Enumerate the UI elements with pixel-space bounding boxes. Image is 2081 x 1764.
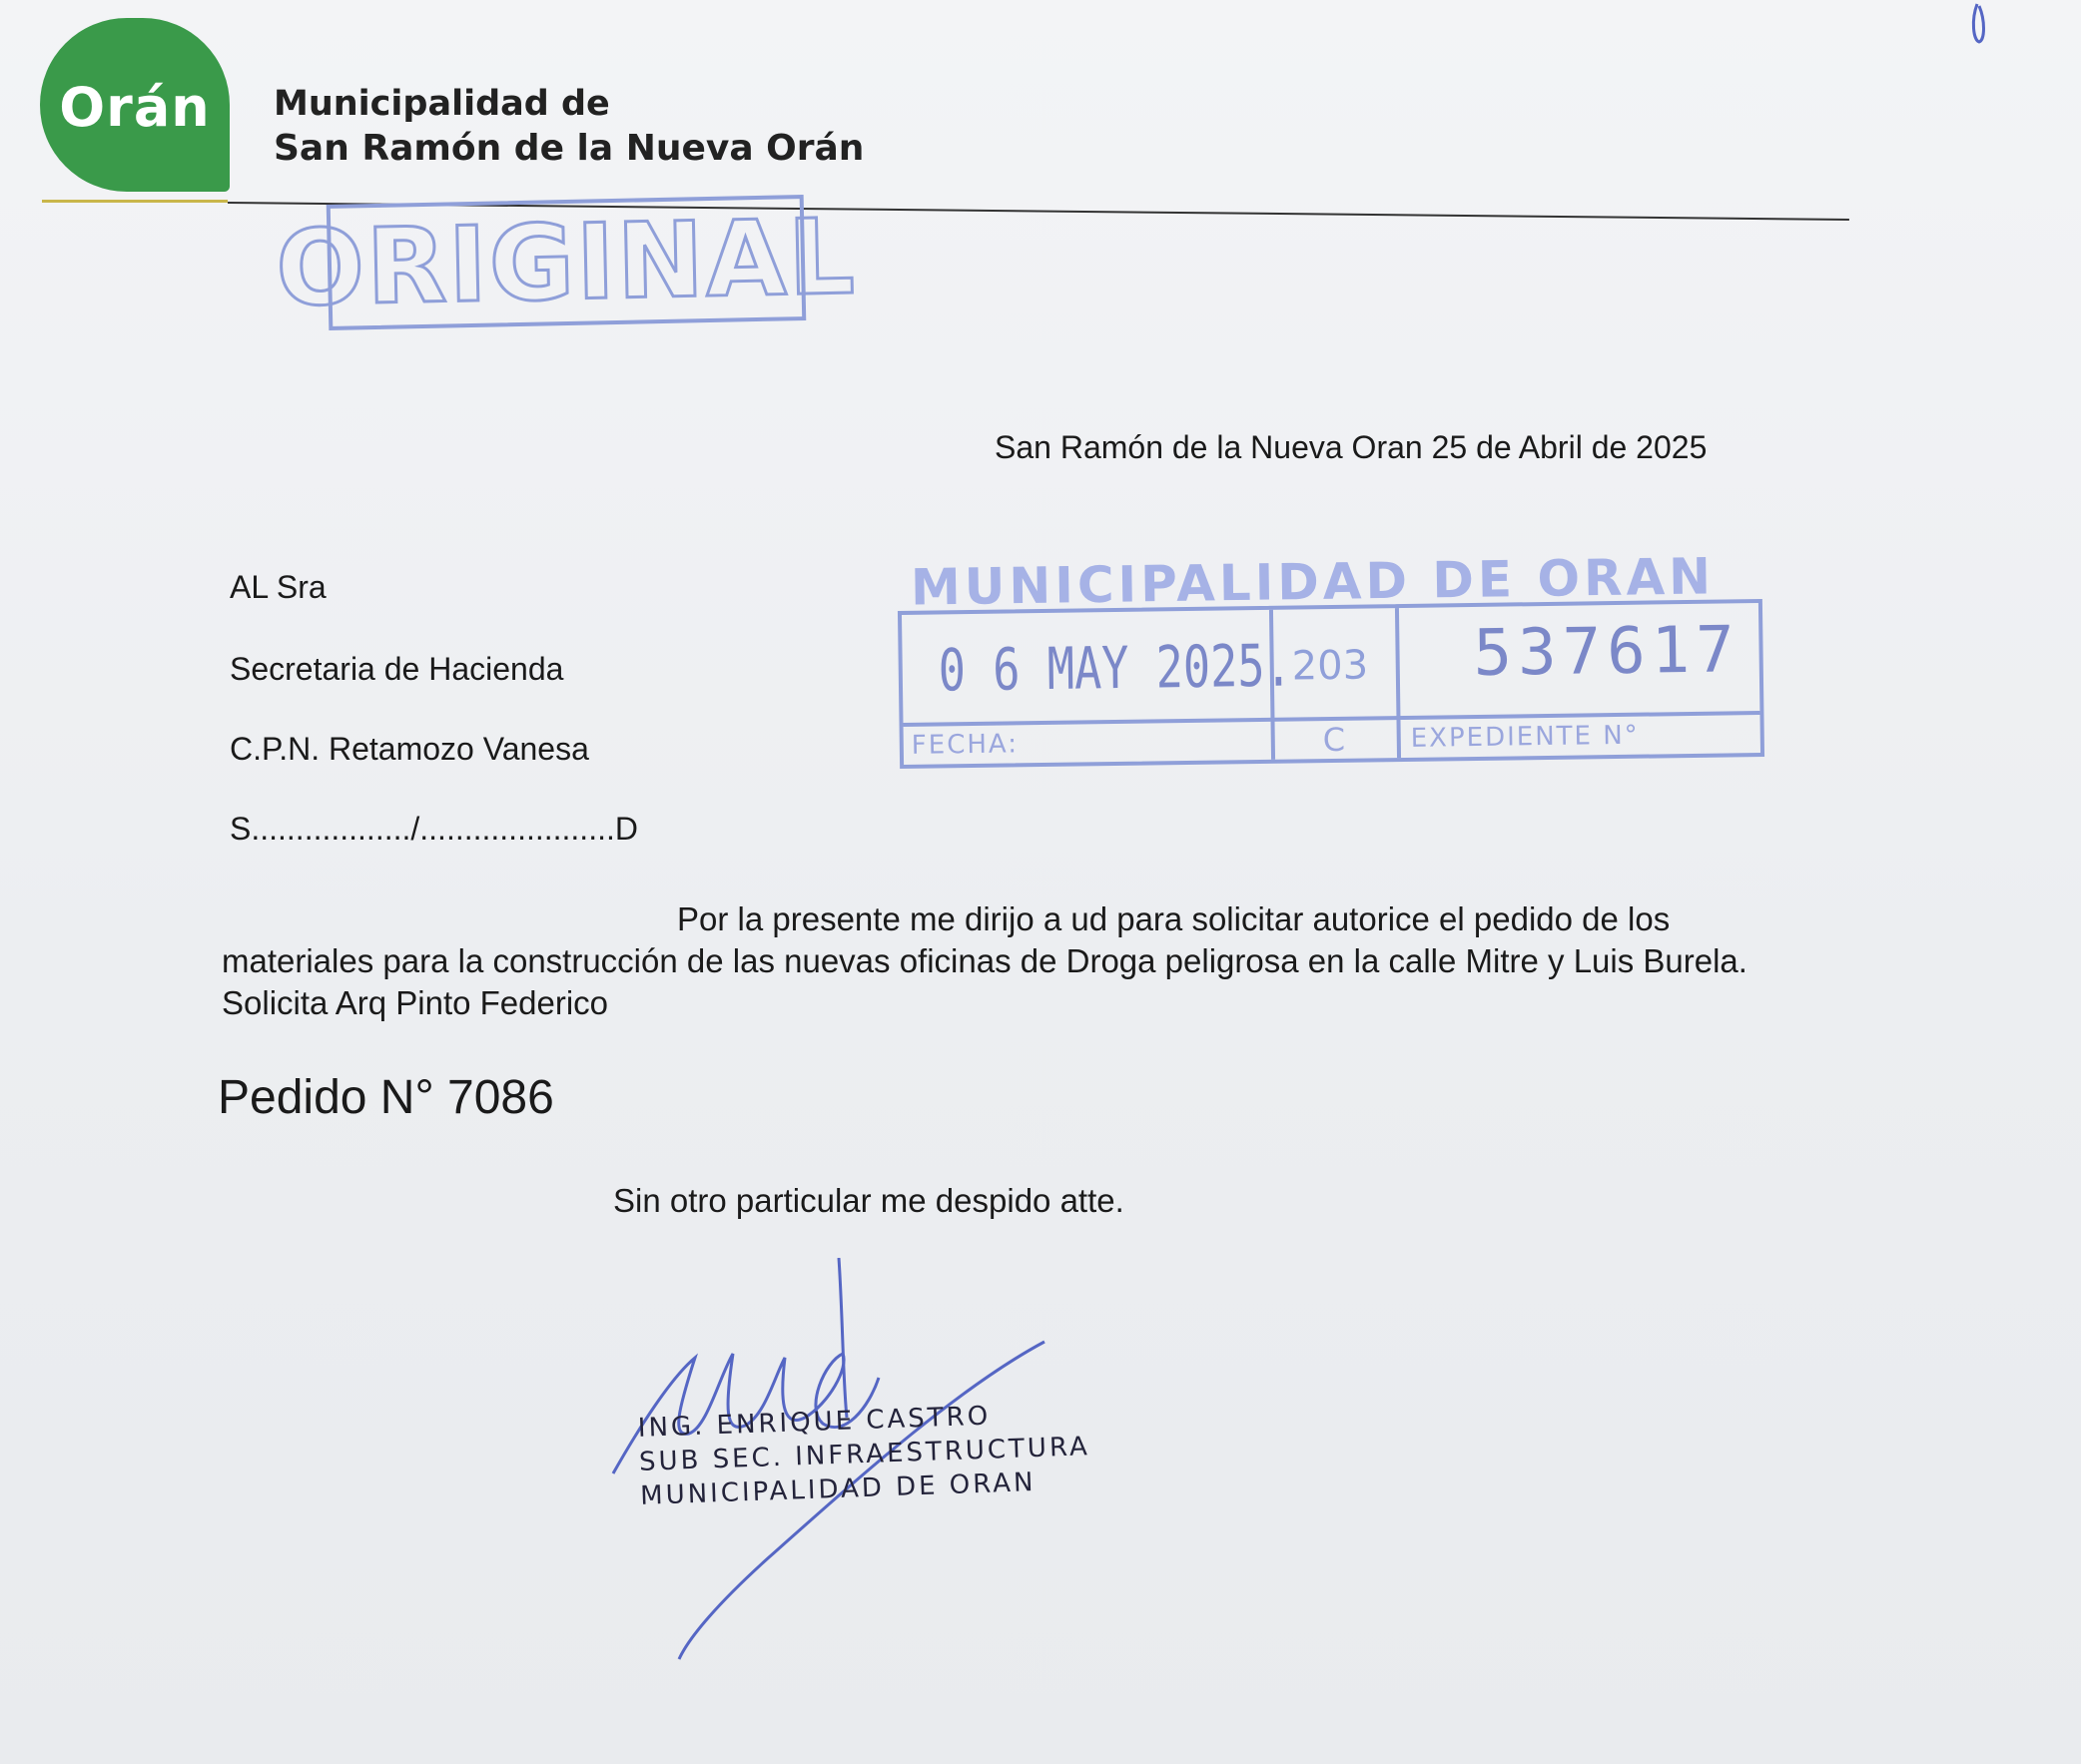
reception-stamp-number: 537617 xyxy=(1473,613,1741,692)
org-line2: San Ramón de la Nueva Orán xyxy=(274,128,865,169)
header-accent-rule xyxy=(42,200,228,203)
recipient-line3: C.P.N. Retamozo Vanesa xyxy=(230,731,589,767)
date-line: San Ramón de la Nueva Oran 25 de Abril de 2025 xyxy=(995,429,1708,465)
signature-stamp-line1: ING. ENRIQUE CASTRO xyxy=(637,1401,992,1444)
org-line1: Municipalidad de xyxy=(274,84,610,124)
logo-text: Orán xyxy=(59,75,211,139)
reception-stamp xyxy=(898,599,1764,769)
reception-stamp-date: 0 6 MAY 2025. xyxy=(938,631,1293,705)
reception-stamp-label-fecha: FECHA: xyxy=(911,729,1020,761)
signature-stamp-line2: SUB SEC. INFRAESTRUCTURA xyxy=(638,1432,1091,1477)
recipient-line4: S................../......................D xyxy=(230,811,638,847)
reception-stamp-code: 203 xyxy=(1291,642,1369,690)
original-stamp-text: ORIGINAL xyxy=(275,195,858,330)
reception-stamp-label-expediente: EXPEDIENTE N° xyxy=(1410,720,1640,754)
municipality-logo xyxy=(40,18,230,192)
signature-stamp xyxy=(637,1398,1091,1515)
recipient-line1: AL Sra xyxy=(230,569,327,605)
body-paragraph-text: Por la presente me dirijo a ud para solicitar autorice el pedido de los materiales para la construcción de las nuevas oficinas de Droga peligrosa en la calle Mitre y Luis Burela. Solicita Arq Pinto Federico xyxy=(222,900,1747,1021)
reception-stamp-title: MUNICIPALIDAD DE ORAN xyxy=(910,547,1716,617)
reception-stamp-label-c: C xyxy=(1322,720,1348,760)
organization-name xyxy=(274,84,864,169)
order-number: Pedido N° 7086 xyxy=(218,1071,554,1124)
original-stamp xyxy=(275,195,858,330)
pen-mark xyxy=(1965,0,1995,50)
closing-line: Sin otro particular me despido atte. xyxy=(613,1182,1124,1219)
signature-stamp-line3: MUNICIPALIDAD DE ORAN xyxy=(639,1468,1037,1511)
body-paragraph xyxy=(222,898,1805,1024)
recipient-line2: Secretaria de Hacienda xyxy=(230,651,564,687)
